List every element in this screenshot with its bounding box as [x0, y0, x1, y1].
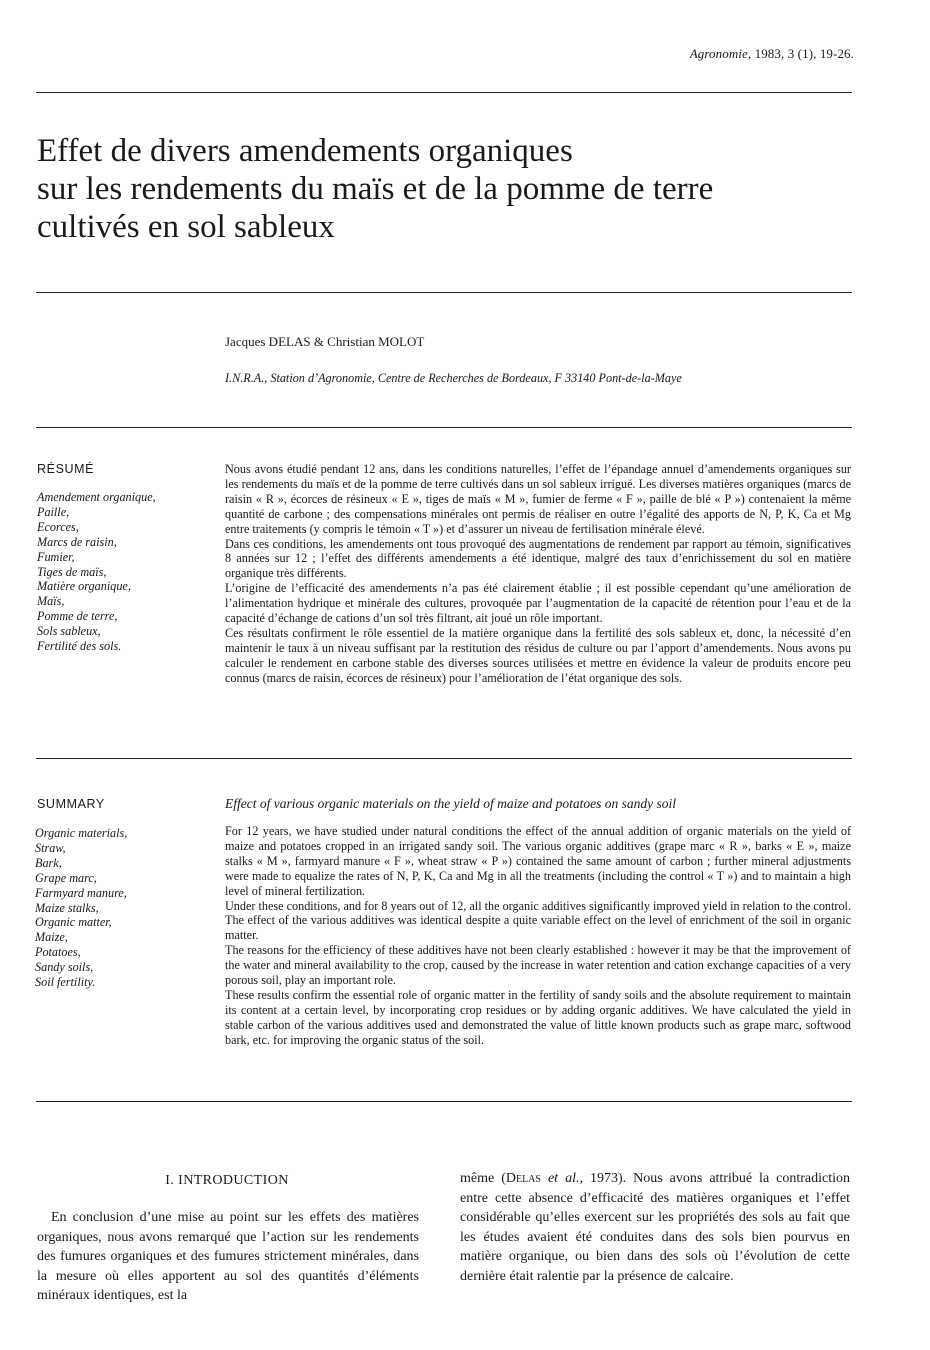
resume-rule	[36, 758, 852, 759]
keyword: Fertilité des sols.	[37, 639, 122, 654]
title-line-2: sur les rendements du maïs et de la pomme de terre	[37, 171, 714, 207]
summary-keywords	[35, 826, 215, 990]
journal-citation	[690, 46, 854, 62]
citation-author: Delas	[505, 1171, 541, 1186]
summary-title: Effect of various organic materials on the yield of maize and potatoes on sandy soil	[225, 796, 676, 811]
keyword: Marcs de raisin,	[37, 534, 117, 549]
keyword: Sols sableux,	[37, 624, 101, 639]
keyword: Amendement organique,	[37, 490, 156, 504]
authors: Jacques DELAS & Christian MOLOT	[225, 334, 425, 349]
keyword: Bark,	[35, 855, 62, 870]
intro-right-column	[460, 1169, 850, 1287]
resume-paragraph: Dans ces conditions, les amendements ont tous provoqué des augmentations de rendement par rapport au témoin, significatives 8 années sur 12 ; l’effet des différents amendements a été identique, malgré des taux d’enrichissement du sol en matière organique très différents.	[225, 536, 851, 581]
keyword: Pomme de terre,	[37, 609, 118, 624]
keyword: Grape marc,	[35, 870, 97, 885]
summary-paragraph: Under these conditions, and for 8 years out of 12, all the organic additives significantly improved yield in relation to the control. The effect of the various additives was identical despite a quite variable effect on the level of enrichment of the soil in organic matter.	[225, 898, 851, 943]
affiliation: I.N.R.A., Station d’Agronomie, Centre de Recherches de Bordeaux, F 33140 Pont-de-la-Maye	[225, 371, 682, 385]
keyword: Potatoes,	[35, 945, 81, 960]
resume-keywords	[37, 490, 217, 654]
article-title	[37, 132, 867, 246]
summary-paragraph: For 12 years, we have studied under natural conditions the effect of the annual addition of organic materials on the yield of maize and potatoes cropped in an irrigated sandy soil. The various organic additives (grape marc « R », barks « E », maize stalks « M », farmyard manure « F », wheat straw « P ») contained the same amount of carbon ; further mineral adjustments were made to equalize the rates of N, P, K, Ca and Mg in all the treatments (including the control « T ») and to maintain a high level of mineral fertilization.	[225, 824, 851, 898]
authors-rule	[36, 427, 852, 428]
keyword: Fumier,	[37, 549, 75, 564]
keyword: Sandy soils,	[35, 960, 94, 975]
citation-details: 1983, 3 (1), 19-26.	[754, 46, 854, 61]
title-line-1: Effet de divers amendements organiques	[37, 133, 573, 169]
introduction-heading: I. INTRODUCTION	[165, 1173, 289, 1188]
summary-rule	[36, 1101, 852, 1102]
citation-etal: et al.,	[540, 1171, 583, 1186]
keyword: Organic matter,	[35, 915, 112, 930]
keyword: Maïs,	[37, 594, 65, 609]
resume-paragraph: Ces résultats confirment le rôle essentiel de la matière organique dans la fertilité des sols sableux et, donc, la nécessité d’en maintenir le taux à un niveau suffisant par la restitution des résidus de culture ou par l’apport d’amendements. Nous avons pu calculer le rendement en carbone stable des diverses sources utilisées et mettre en évidence la valeur de produits encore peu connus (marcs de raisin, écorces de résineux) pour l’amélioration de l’état organique des sols.	[225, 625, 851, 685]
summary-paragraph: These results confirm the essential role of organic matter in the fertility of sandy soils and the absolute requirement to maintain its content at a certain level, by incorporating crop residues or by adding organic additives. We have calculated the yield in stable carbon of the various additives used and demonstrated the value of little known products such as grape marc, softwood bark, etc. for improving the organic status of the soil.	[225, 987, 851, 1047]
keyword: Straw,	[35, 840, 66, 855]
summary-paragraph: The reasons for the efficiency of these additives have not been clearly established : however it may be that the improvement of the water and mineral availability to the crop, caused by the increase in water retention and cation exchange capacities of a very porous soil, play an important role.	[225, 943, 851, 988]
keyword: Organic materials,	[35, 826, 128, 840]
keyword: Tiges de maïs,	[37, 564, 107, 579]
keyword: Maize,	[35, 930, 68, 945]
title-line-3: cultivés en sol sableux	[37, 209, 335, 245]
intro-paragraph: En conclusion d’une mise au point sur les effets des matières organiques, nous avons remarqué que l’action sur les rendements des fumures organiques et des fumures strictement minérales, dans la mesure où elles apportent au sol des quantités d’éléments minéraux identiques, est la	[37, 1210, 419, 1304]
keyword: Ecorces,	[37, 519, 79, 534]
intro-paragraph-continued: même (Delas et al., 1973). Nous avons attribué la contradiction entre cette absence d’efficacité des matières organiques et l’effet considérable qu’elles exercent sur les propriétés des sols au fait que les études avaient été conduites dans des sols bien pourvus en matière organique, ou bien dans des sols où l’évolution de cette dernière était ralentie par la présence de calcaire.	[460, 1171, 851, 1284]
keyword: Maize stalks,	[35, 900, 99, 915]
keyword: Matière organique,	[37, 579, 131, 594]
intro-left-column	[37, 1208, 419, 1306]
keyword: Paille,	[37, 504, 70, 519]
keyword: Farmyard manure,	[35, 885, 127, 900]
resume-paragraph: L’origine de l’efficacité des amendements n’a pas été clairement établie ; il est possible cependant qu’une amélioration de l’alimentation hydrique et minérale des cultures, provoquée par l’augmentation de la capacité de rétention pour l’eau et de la capacité d’échange de cations d’un sol très filtrant, ait joué un rôle important.	[225, 581, 851, 626]
summary-heading: SUMMARY	[37, 797, 105, 811]
title-rule	[36, 292, 852, 293]
citation-year: 1973	[582, 1171, 618, 1186]
resume-abstract	[225, 462, 851, 686]
keyword: Soil fertility.	[35, 975, 96, 990]
summary-abstract	[225, 824, 851, 1048]
resume-heading: RÉSUMÉ	[37, 462, 95, 476]
header-rule	[36, 92, 852, 93]
journal-name: Agronomie,	[689, 46, 752, 61]
resume-paragraph: Nous avons étudié pendant 12 ans, dans les conditions naturelles, l’effet de l’épandage annuel d’amendements organiques sur les rendements du maïs et de la pomme de terre cultivés dans un sol sableux irrigué. Les diverses matières organiques (marcs de raisin « R », écorces de résineux « E », tiges de maïs « M », fumier de ferme « F », paille de blé « P ») contenaient la même quantité de carbone ; des compensations minérales ont permis de réaliser en outre l’égalité des apports de N, P, K, Ca et Mg entre traitements (y compris le témoin « T ») et d’assurer un niveau de fertilisation minérale élevé.	[225, 462, 851, 536]
